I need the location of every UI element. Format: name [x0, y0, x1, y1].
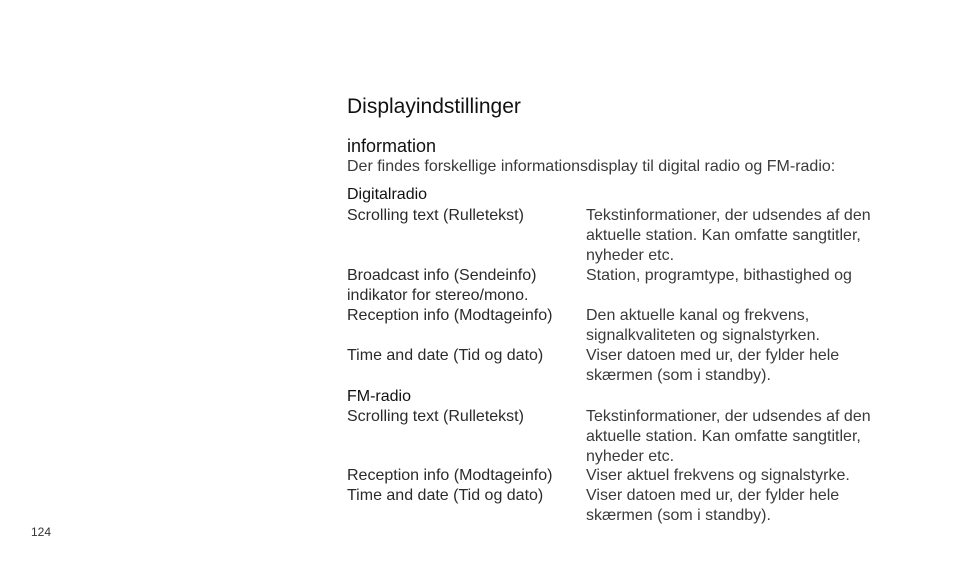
fm-row-desc: Viser aktuel frekvens og signalstyrke. [586, 467, 850, 484]
digital-row-desc: Viser datoen med ur, der fylder hele skærmen (som i standby). [586, 347, 840, 384]
digital-row-desc: Tekstinformationer, der udsendes af den aktuelle station. Kan omfatte sangtitler, nyheder etc. [586, 207, 871, 264]
section-title: information [347, 136, 437, 156]
page-title: Displayindstillinger [347, 95, 521, 118]
fm-row-label: Reception info (Modtageinfo) [347, 467, 553, 484]
fm-row-desc: Tekstinformationer, der udsendes af den aktuelle station. Kan omfatte sangtitler, nyheder etc. [586, 408, 871, 465]
fm-row-label: Time and date (Tid og dato) [347, 487, 544, 504]
digital-row-label: Scrolling text (Rulletekst) [347, 207, 524, 224]
intro-text: Der findes forskellige informationsdisplay til digital radio og FM-radio: [347, 158, 836, 175]
digital-row-label: Time and date (Tid og dato) [347, 347, 544, 364]
digital-row-desc-continuation: indikator for stereo/mono. [347, 287, 529, 304]
digital-row-desc: Station, programtype, bithastighed og [586, 267, 852, 284]
digital-heading: Digitalradio [347, 186, 428, 203]
digital-row-label: Reception info (Modtageinfo) [347, 307, 553, 324]
digital-row-desc: Den aktuelle kanal og frekvens, signalkvaliteten og signalstyrken. [586, 307, 820, 344]
page-number: 124 [31, 525, 52, 539]
fm-heading: FM-radio [347, 388, 412, 405]
fm-row-desc: Viser datoen med ur, der fylder hele skærmen (som i standby). [586, 487, 840, 524]
fm-row-label: Scrolling text (Rulletekst) [347, 408, 524, 425]
digital-row-label: Broadcast info (Sendeinfo) [347, 267, 537, 284]
